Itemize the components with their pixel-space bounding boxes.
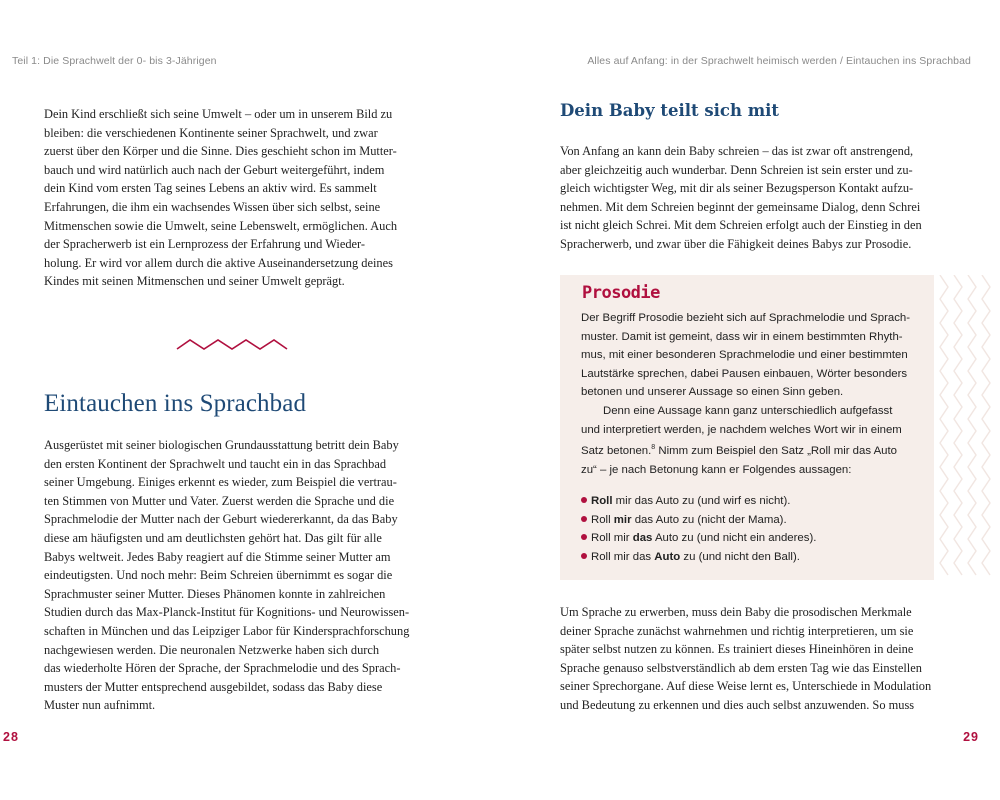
info-box-line: und interpretiert werden, je nachdem welches Wort wir in einem (581, 423, 902, 436)
page-number-left: 28 (3, 730, 19, 744)
text-line: bleiben: die verschiedenen Kontinente seiner Sprachwelt, und zwar (44, 125, 378, 140)
running-header-right: Alles auf Anfang: in der Sprachwelt heimisch werden / Eintauchen ins Sprachbad (587, 55, 971, 67)
list-item-bold: Roll (591, 495, 613, 507)
text-line: Lautstärke sprechen, dabei Pausen einbauen, Wörter besonders (581, 367, 908, 380)
text-line: zuerst über den Körper und die Sinne. Dies geschieht schon im Mutter- (44, 144, 397, 159)
text-line: Sprachmuster seiner Mutter. Dieses Phänomen konnte in zahlreichen (44, 586, 386, 601)
section-title: Eintauchen ins Sprachbad (44, 390, 307, 417)
running-header-left: Teil 1: Die Sprachwelt der 0- bis 3-Jährigen (12, 55, 217, 67)
list-item-pre: Roll mir (591, 532, 633, 545)
chevron-pattern-icon (934, 275, 1000, 580)
bullet-icon (581, 497, 587, 503)
page-number-right: 29 (963, 730, 979, 744)
text-line: das wiederholte Hören der Sprache, der Sprachmelodie und des Sprach- (44, 661, 401, 676)
text-line: seiner Sprechorgane. Auf diese Weise lernt es, Unterschiede in Modulation (560, 679, 932, 694)
list-item-bold: mir (613, 513, 632, 526)
text-line: deiner Sprache zunächst wahrnehmen und richtig interpretieren, um sie (560, 623, 914, 638)
text-line: ten Stimmen von Mutter und Vater. Zuerst werden die Sprache und die (44, 493, 395, 508)
text-line: Der Begriff Prosodie bezieht sich auf Sprachmelodie und Sprach- (581, 312, 911, 324)
text-line: musters der Mutter entsprechend ausgebildet, sodass das Baby diese (44, 679, 383, 694)
list-item-post: zu (und nicht den Ball). (680, 550, 800, 563)
text-line: Erfahrungen, die ihm ein wachsendes Wissen über sich selbst, seine (44, 199, 381, 214)
text-line: Von Anfang an kann dein Baby schreien – das ist zwar oft anstrengend, (560, 144, 914, 158)
left-intro-paragraph (44, 105, 420, 291)
bullet-icon (581, 534, 587, 540)
list-item-bold: Auto (654, 550, 681, 563)
bullet-icon (581, 553, 587, 559)
text-line: dein Kind vom ersten Tag seines Lebens an aktiv wird. Es sammelt (44, 181, 377, 196)
list-item-bold: das (632, 532, 653, 545)
text-line: schaften in München und das Leipziger Labor für Kindersprachforschung (44, 623, 410, 638)
list-item-pre: Roll (591, 513, 614, 526)
text-line: muster. Damit ist gemeint, dass wir in einem bestimmten Rhyth- (581, 330, 903, 343)
text-line: später selbst nutzen zu können. Es trainiert dieses Hineinhören in deine (560, 642, 914, 657)
info-box-line: Denn eine Aussage kann ganz unterschiedlich aufgefasst (603, 404, 893, 417)
zigzag-ornament-icon (176, 336, 288, 352)
example-list (581, 492, 816, 566)
text-line: Spracherwerb, und zwar über die Fähigkeit deines Babys zur Prosodie. (560, 236, 912, 251)
list-item (581, 492, 816, 511)
text-line: der Spracherwerb ist ein Lernprozess der Erfahrung und Wieder- (44, 237, 366, 252)
list-item-post: mir das Auto zu (und wirf es nicht). (612, 495, 791, 507)
list-item (581, 529, 816, 548)
info-box-line-part: Satz betonen. (581, 445, 652, 458)
info-box-line-part: Nimm zum Beispiel den Satz „Roll mir das Auto (655, 445, 898, 458)
text-line: seiner Umgebung. Einiges erkennt es wieder, zum Beispiel die vertrau- (44, 475, 397, 490)
text-line: mus, mit einer besonderen Sprachmelodie und einer bestimmten (581, 349, 908, 362)
text-line: Muster nun aufnimmt. (44, 698, 156, 713)
text-line: Sprache genauso selbstverständlich ab dem ersten Tag wie das Einstellen (560, 660, 922, 675)
list-item (581, 511, 816, 530)
text-line: Um Sprache zu erwerben, muss dein Baby die prosodischen Merkmale (560, 605, 912, 619)
left-section-paragraph (44, 436, 420, 715)
text-line: Dein Kind erschließt sich seine Umwelt – oder um in unserem Bild zu (44, 107, 393, 121)
text-line: bauch und wird natürlich auch nach der Geburt weitergeführt, indem (44, 162, 385, 177)
text-line: und Bedeutung zu erkennen und dies auch selbst anzuwenden. So muss (560, 697, 915, 712)
text-line: betonen und unserer Aussage so einen Sinn geben. (581, 386, 844, 399)
list-item-post: Auto zu (und nicht ein anderes). (652, 532, 817, 545)
footnote-marker: 8 (651, 444, 656, 452)
list-item (581, 548, 816, 567)
text-line: nehmen. Mit dem Schreien beginnt der gemeinsame Dialog, denn Schrei (560, 199, 921, 214)
text-line: gleich wichtigster Weg, mit dir als seiner Bezugsperson Kontakt aufzu- (560, 181, 914, 196)
right-outro-paragraph (560, 603, 936, 715)
text-line: ist nicht gleich Schrei. Mit dem Schreien erfolgt auch der Einstieg in den (560, 218, 922, 233)
text-line: aber gleichzeitig auch wunderbar. Denn Schreien ist sein erster und zu- (560, 162, 913, 177)
text-line: holung. Er wird vor allem durch die aktive Auseinandersetzung deines (44, 255, 393, 270)
text-line: Sprachmelodie der Mutter nach der Geburt wiedererkannt, da das Baby (44, 512, 398, 527)
subsection-title: Dein Baby teilt sich mit (560, 101, 780, 120)
right-intro-paragraph (560, 142, 936, 254)
text-line: Kindes mit seinen Mitmenschen und seiner Umwelt geprägt. (44, 274, 345, 289)
text-line: diese am häufigsten und am deutlichsten gehört hat. Das gilt für alle (44, 530, 382, 545)
info-box-line-with-footnote (581, 439, 921, 461)
list-item-post: das Auto zu (nicht der Mama). (631, 513, 787, 526)
text-line: Studien durch das Max-Planck-Institut für Kognitions- und Neurowissen- (44, 605, 410, 620)
info-box-title: Prosodie (582, 283, 660, 303)
text-line: Babys weltweit. Jedes Baby reagiert auf die Stimme seiner Mutter am (44, 549, 391, 564)
text-line: Mitmenschen sowie die Umwelt, seine Lebenswelt, ermöglichen. Auch (44, 218, 398, 233)
info-box-line: zu“ – je nach Betonung kann er Folgendes aussagen: (581, 463, 852, 476)
text-line: den ersten Kontinent der Sprachwelt und taucht ein in das Sprachbad (44, 456, 387, 471)
info-box-text (581, 309, 921, 479)
text-line: Ausgerüstet mit seiner biologischen Grundausstattung betritt dein Baby (44, 438, 399, 452)
text-line: nachgewiesen werden. Die neuronalen Netzwerke haben sich durch (44, 642, 380, 657)
bullet-icon (581, 516, 587, 522)
list-item-pre: Roll mir das (591, 550, 655, 563)
text-line: eindeutigsten. Und noch mehr: Beim Schreien übernimmt es sogar die (44, 568, 393, 583)
